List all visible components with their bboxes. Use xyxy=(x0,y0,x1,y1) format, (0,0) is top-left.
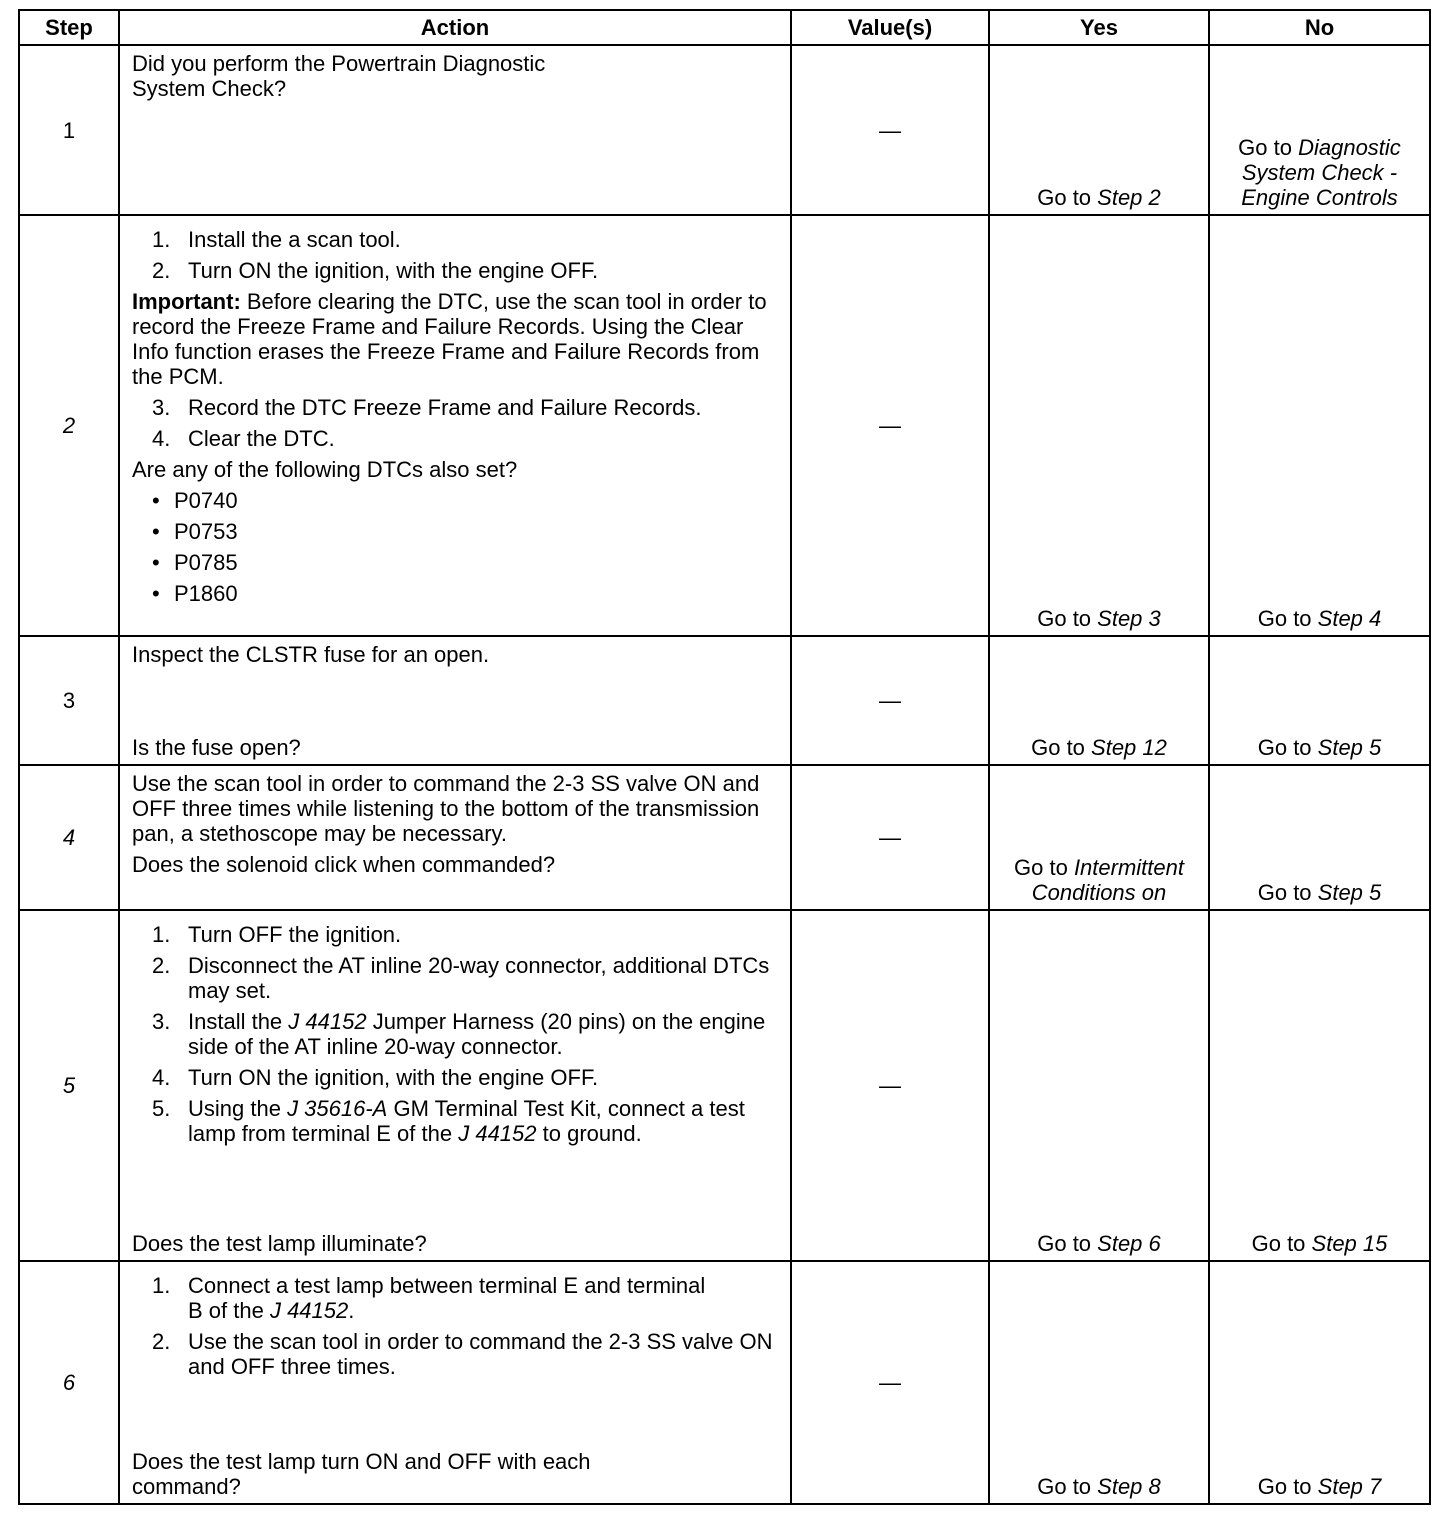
no-link[interactable]: Diagnostic System Check - Engine Controls xyxy=(1241,135,1401,210)
text-part: Jumper Harness (20 pins) on the engine side of the AT inline 20-way connector. xyxy=(188,1009,766,1059)
dtc-item: P0740 xyxy=(174,488,238,513)
no-cell[interactable] xyxy=(1209,636,1430,765)
action-cell xyxy=(119,636,791,765)
header-yes: Yes xyxy=(989,10,1209,45)
no-prefix: Go to xyxy=(1257,735,1318,760)
list-item: Turn OFF the ignition. xyxy=(188,922,402,947)
no-prefix: Go to xyxy=(1251,1231,1312,1256)
diagnostic-table xyxy=(18,9,1431,1505)
question-text: Are any of the following DTCs also set? xyxy=(132,457,518,482)
yes-prefix: Go to xyxy=(1037,185,1098,210)
yes-link[interactable]: Step 12 xyxy=(1091,735,1167,760)
table-row xyxy=(19,765,1430,910)
yes-cell[interactable] xyxy=(989,765,1209,910)
tool-ref: J 44152 xyxy=(458,1121,537,1146)
yes-cell[interactable] xyxy=(989,1261,1209,1504)
no-link[interactable]: Step 15 xyxy=(1311,1231,1388,1256)
tool-ref: J 44152 xyxy=(269,1298,349,1323)
action-cell: 1. Connect a test lamp between terminal E and terminal B of the J 44152. 2. Use the scan tool in order to command the 2-3 SS valve ON and OFF three times. Does the test lamp turn ON and OFF with each command? xyxy=(119,1261,791,1504)
no-link[interactable]: Step 4 xyxy=(1317,606,1382,631)
list-item: Turn ON the ignition, with the engine OFF. xyxy=(188,1065,599,1090)
yes-prefix: Go to xyxy=(1037,1474,1098,1499)
question-text: Does the solenoid click when commanded? xyxy=(132,852,556,877)
list-item xyxy=(188,1096,780,1146)
no-cell[interactable] xyxy=(1209,1261,1430,1504)
step-number: 4 xyxy=(19,765,119,910)
list-item xyxy=(188,1009,780,1059)
table-row xyxy=(19,1261,1430,1504)
no-cell[interactable] xyxy=(1209,910,1430,1261)
table-row xyxy=(19,910,1430,1261)
dtc-item: P1860 xyxy=(174,581,238,606)
no-link[interactable]: Step 5 xyxy=(1317,735,1382,760)
text-part: to ground. xyxy=(536,1121,642,1146)
action-text: Did you perform the Powertrain Diagnostic System Check? xyxy=(132,51,546,101)
step-number: 1 xyxy=(19,45,119,215)
action-text: Inspect the CLSTR fuse for an open. xyxy=(132,642,490,667)
value-cell: — xyxy=(791,1261,989,1504)
step-number: 3 xyxy=(19,636,119,765)
no-link[interactable]: Step 5 xyxy=(1317,880,1382,905)
question-text: Is the fuse open? xyxy=(132,735,301,760)
no-cell[interactable] xyxy=(1209,765,1430,910)
yes-prefix: Go to xyxy=(1014,855,1074,880)
text-part: Install the xyxy=(188,1009,289,1034)
list-item: Use the scan tool in order to command the 2-3 SS valve ON and OFF three times. xyxy=(188,1329,773,1379)
list-item: Clear the DTC. xyxy=(188,426,335,451)
step-number: 6 xyxy=(19,1261,119,1504)
no-cell[interactable] xyxy=(1209,215,1430,636)
question-text: Does the test lamp turn ON and OFF with each command? xyxy=(132,1449,591,1499)
no-prefix: Go to xyxy=(1257,606,1318,631)
yes-cell[interactable] xyxy=(989,636,1209,765)
important-label: Important: xyxy=(132,289,241,314)
tool-ref: J 44152 xyxy=(288,1009,367,1034)
value-cell: — xyxy=(791,215,989,636)
important-note xyxy=(132,289,780,389)
action-cell: 1. Turn OFF the ignition. 2. Disconnect the AT inline 20-way connector, additional DTCs may set. 3. Install the J 44152 Jumper Harness (20 pins) on the engine side of the AT inline 20-way connector. 4. Turn ON the ignition, with the engine OFF. 5. Using the J 35616-A GM Terminal Test Kit, connect a test lamp from terminal E of the J 44152 to ground. Does the test lamp illuminate? xyxy=(119,910,791,1261)
no-link[interactable]: Step 7 xyxy=(1317,1474,1382,1499)
list-item: Record the DTC Freeze Frame and Failure Records. xyxy=(188,395,702,420)
yes-cell[interactable] xyxy=(989,910,1209,1261)
dtc-item: P0785 xyxy=(174,550,238,575)
action-cell: 1. Install the a scan tool. 2. Turn ON the ignition, with the engine OFF. Important: Before clearing the DTC, use the scan tool in order to record the Freeze Frame and Failure Records. Using the Clear Info function erases the Freeze Frame and Failure Records from the PCM. 3. Record the DTC Freeze Frame and Failure Records. 4. Clear the DTC. Are any of the following DTCs also set? • P0740 • P0753 • P0785 • P1860 xyxy=(119,215,791,636)
yes-prefix: Go to xyxy=(1037,606,1098,631)
yes-cell[interactable] xyxy=(989,45,1209,215)
text-part: Connect a test lamp between terminal E and terminal B of the xyxy=(188,1273,706,1323)
question-text: Does the test lamp illuminate? xyxy=(132,1231,427,1256)
list-item: Disconnect the AT inline 20-way connector, additional DTCs may set. xyxy=(188,953,770,1003)
yes-link[interactable]: Intermittent Conditions on xyxy=(1031,855,1184,905)
step-number: 5 xyxy=(19,910,119,1261)
text-part: . xyxy=(348,1298,355,1323)
step-number: 2 xyxy=(19,215,119,636)
list-item xyxy=(188,1273,712,1323)
text-part: GM Terminal Test Kit, connect a test lamp from terminal E of the xyxy=(188,1096,745,1146)
list-item: Turn ON the ignition, with the engine OFF. xyxy=(188,258,599,283)
action-cell xyxy=(119,765,791,910)
tool-ref: J 35616-A xyxy=(287,1096,388,1121)
no-prefix: Go to xyxy=(1257,880,1318,905)
yes-prefix: Go to xyxy=(1037,1231,1098,1256)
header-row xyxy=(19,10,1430,45)
yes-link[interactable]: Step 2 xyxy=(1097,185,1161,210)
dtc-item: P0753 xyxy=(174,519,238,544)
value-cell: — xyxy=(791,45,989,215)
value-cell: — xyxy=(791,636,989,765)
important-text: Before clearing the DTC, use the scan tool in order to record the Freeze Frame and Failure Records. Using the Clear Info function erases the Freeze Frame and Failure Records from the PCM. xyxy=(132,289,767,389)
table-row xyxy=(19,215,1430,636)
list-item: Install the a scan tool. xyxy=(188,227,401,252)
yes-cell[interactable] xyxy=(989,215,1209,636)
no-prefix: Go to xyxy=(1257,1474,1318,1499)
yes-link[interactable]: Step 3 xyxy=(1097,606,1161,631)
header-action: Action xyxy=(119,10,791,45)
header-step: Step xyxy=(19,10,119,45)
table-row xyxy=(19,636,1430,765)
table-row xyxy=(19,45,1430,215)
no-prefix: Go to xyxy=(1238,135,1299,160)
action-text: Use the scan tool in order to command the 2-3 SS valve ON and OFF three times while listening to the bottom of the transmission pan, a stethoscope may be necessary. xyxy=(132,771,760,846)
value-cell: — xyxy=(791,765,989,910)
text-part: Using the xyxy=(188,1096,288,1121)
header-value: Value(s) xyxy=(791,10,989,45)
yes-link[interactable]: Step 6 xyxy=(1097,1231,1161,1256)
action-cell xyxy=(119,45,791,215)
yes-link[interactable]: Step 8 xyxy=(1097,1474,1161,1499)
yes-prefix: Go to xyxy=(1031,735,1092,760)
header-no: No xyxy=(1209,10,1430,45)
value-cell: — xyxy=(791,910,989,1261)
no-cell[interactable] xyxy=(1209,45,1430,215)
